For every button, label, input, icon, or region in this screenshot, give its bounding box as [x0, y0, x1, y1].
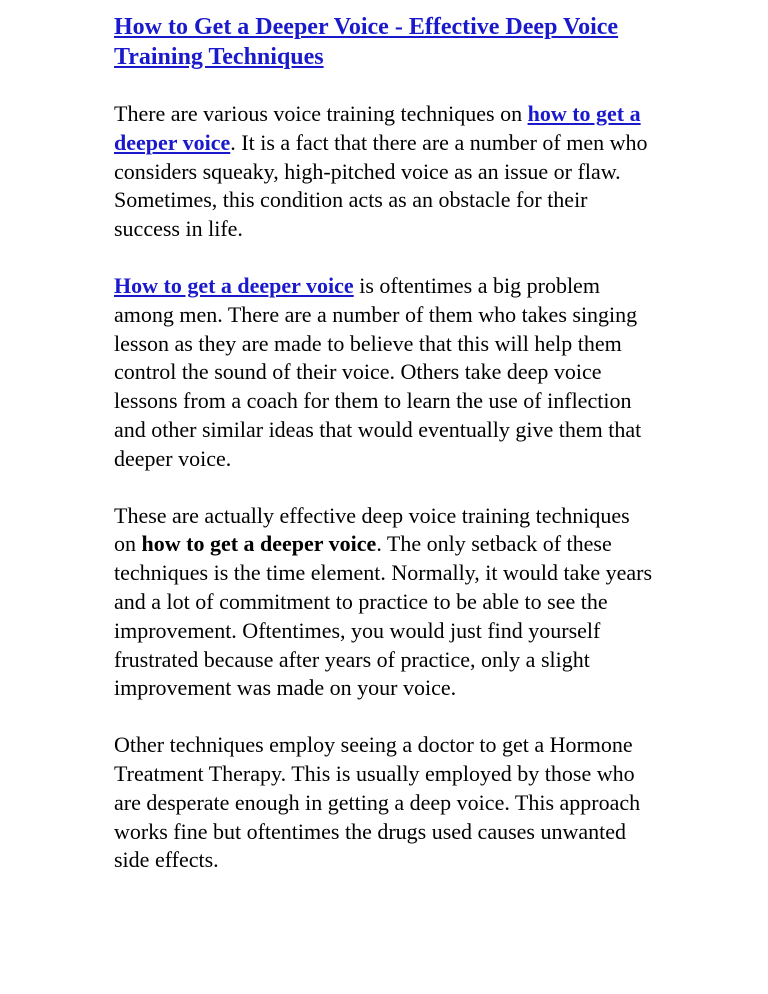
paragraph-1-text-end: . It is a fact that there are a number of men who considers squeaky, high-pitched voice as an issue or flaw. Sometimes, this condition acts as an obstacle for their success in life. [114, 129, 648, 242]
paragraph-2 [114, 272, 654, 474]
paragraph-3-text-start: These are actually effective deep voice training techniques on [114, 502, 630, 557]
bold-keyword: how to get a deeper voice [141, 531, 377, 557]
paragraph-3 [114, 502, 654, 704]
paragraph-1 [114, 100, 654, 244]
deeper-voice-link-2[interactable]: How to get a deeper voice [114, 272, 354, 298]
paragraph-3-text-end: . The only setback of these techniques is the time element. Normally, it would take years and a lot of commitment to practice to be able to see the improvement. Oftentimes, you would just find yourself frustrated because after years of practice, only a slight improvement was made on your voice. [114, 531, 653, 701]
paragraph-2-text: is oftentimes a big problem among men. There are a number of them who takes singing lesson as they are made to believe that this will help them control the sound of their voice. Others take deep voice lessons from a coach for them to learn the use of inflection and other similar ideas that would eventually give them that deeper voice. [114, 272, 642, 471]
title-link[interactable]: How to Get a Deeper Voice - Effective Deep Voice Training Techniques [114, 14, 619, 70]
document-page [114, 12, 654, 875]
paragraph-4 [114, 731, 654, 875]
deeper-voice-link-1[interactable]: how to get a deeper voice [114, 101, 641, 155]
paragraph-1-text-start: There are various voice training techniques on [114, 101, 528, 126]
paragraph-4-text: Other techniques employ seeing a doctor to get a Hormone Treatment Therapy. This is usually employed by those who are desperate enough in getting a deep voice. This approach works fine but oftentimes the drugs used causes unwanted side effects. [114, 732, 641, 873]
page-title [114, 12, 654, 72]
